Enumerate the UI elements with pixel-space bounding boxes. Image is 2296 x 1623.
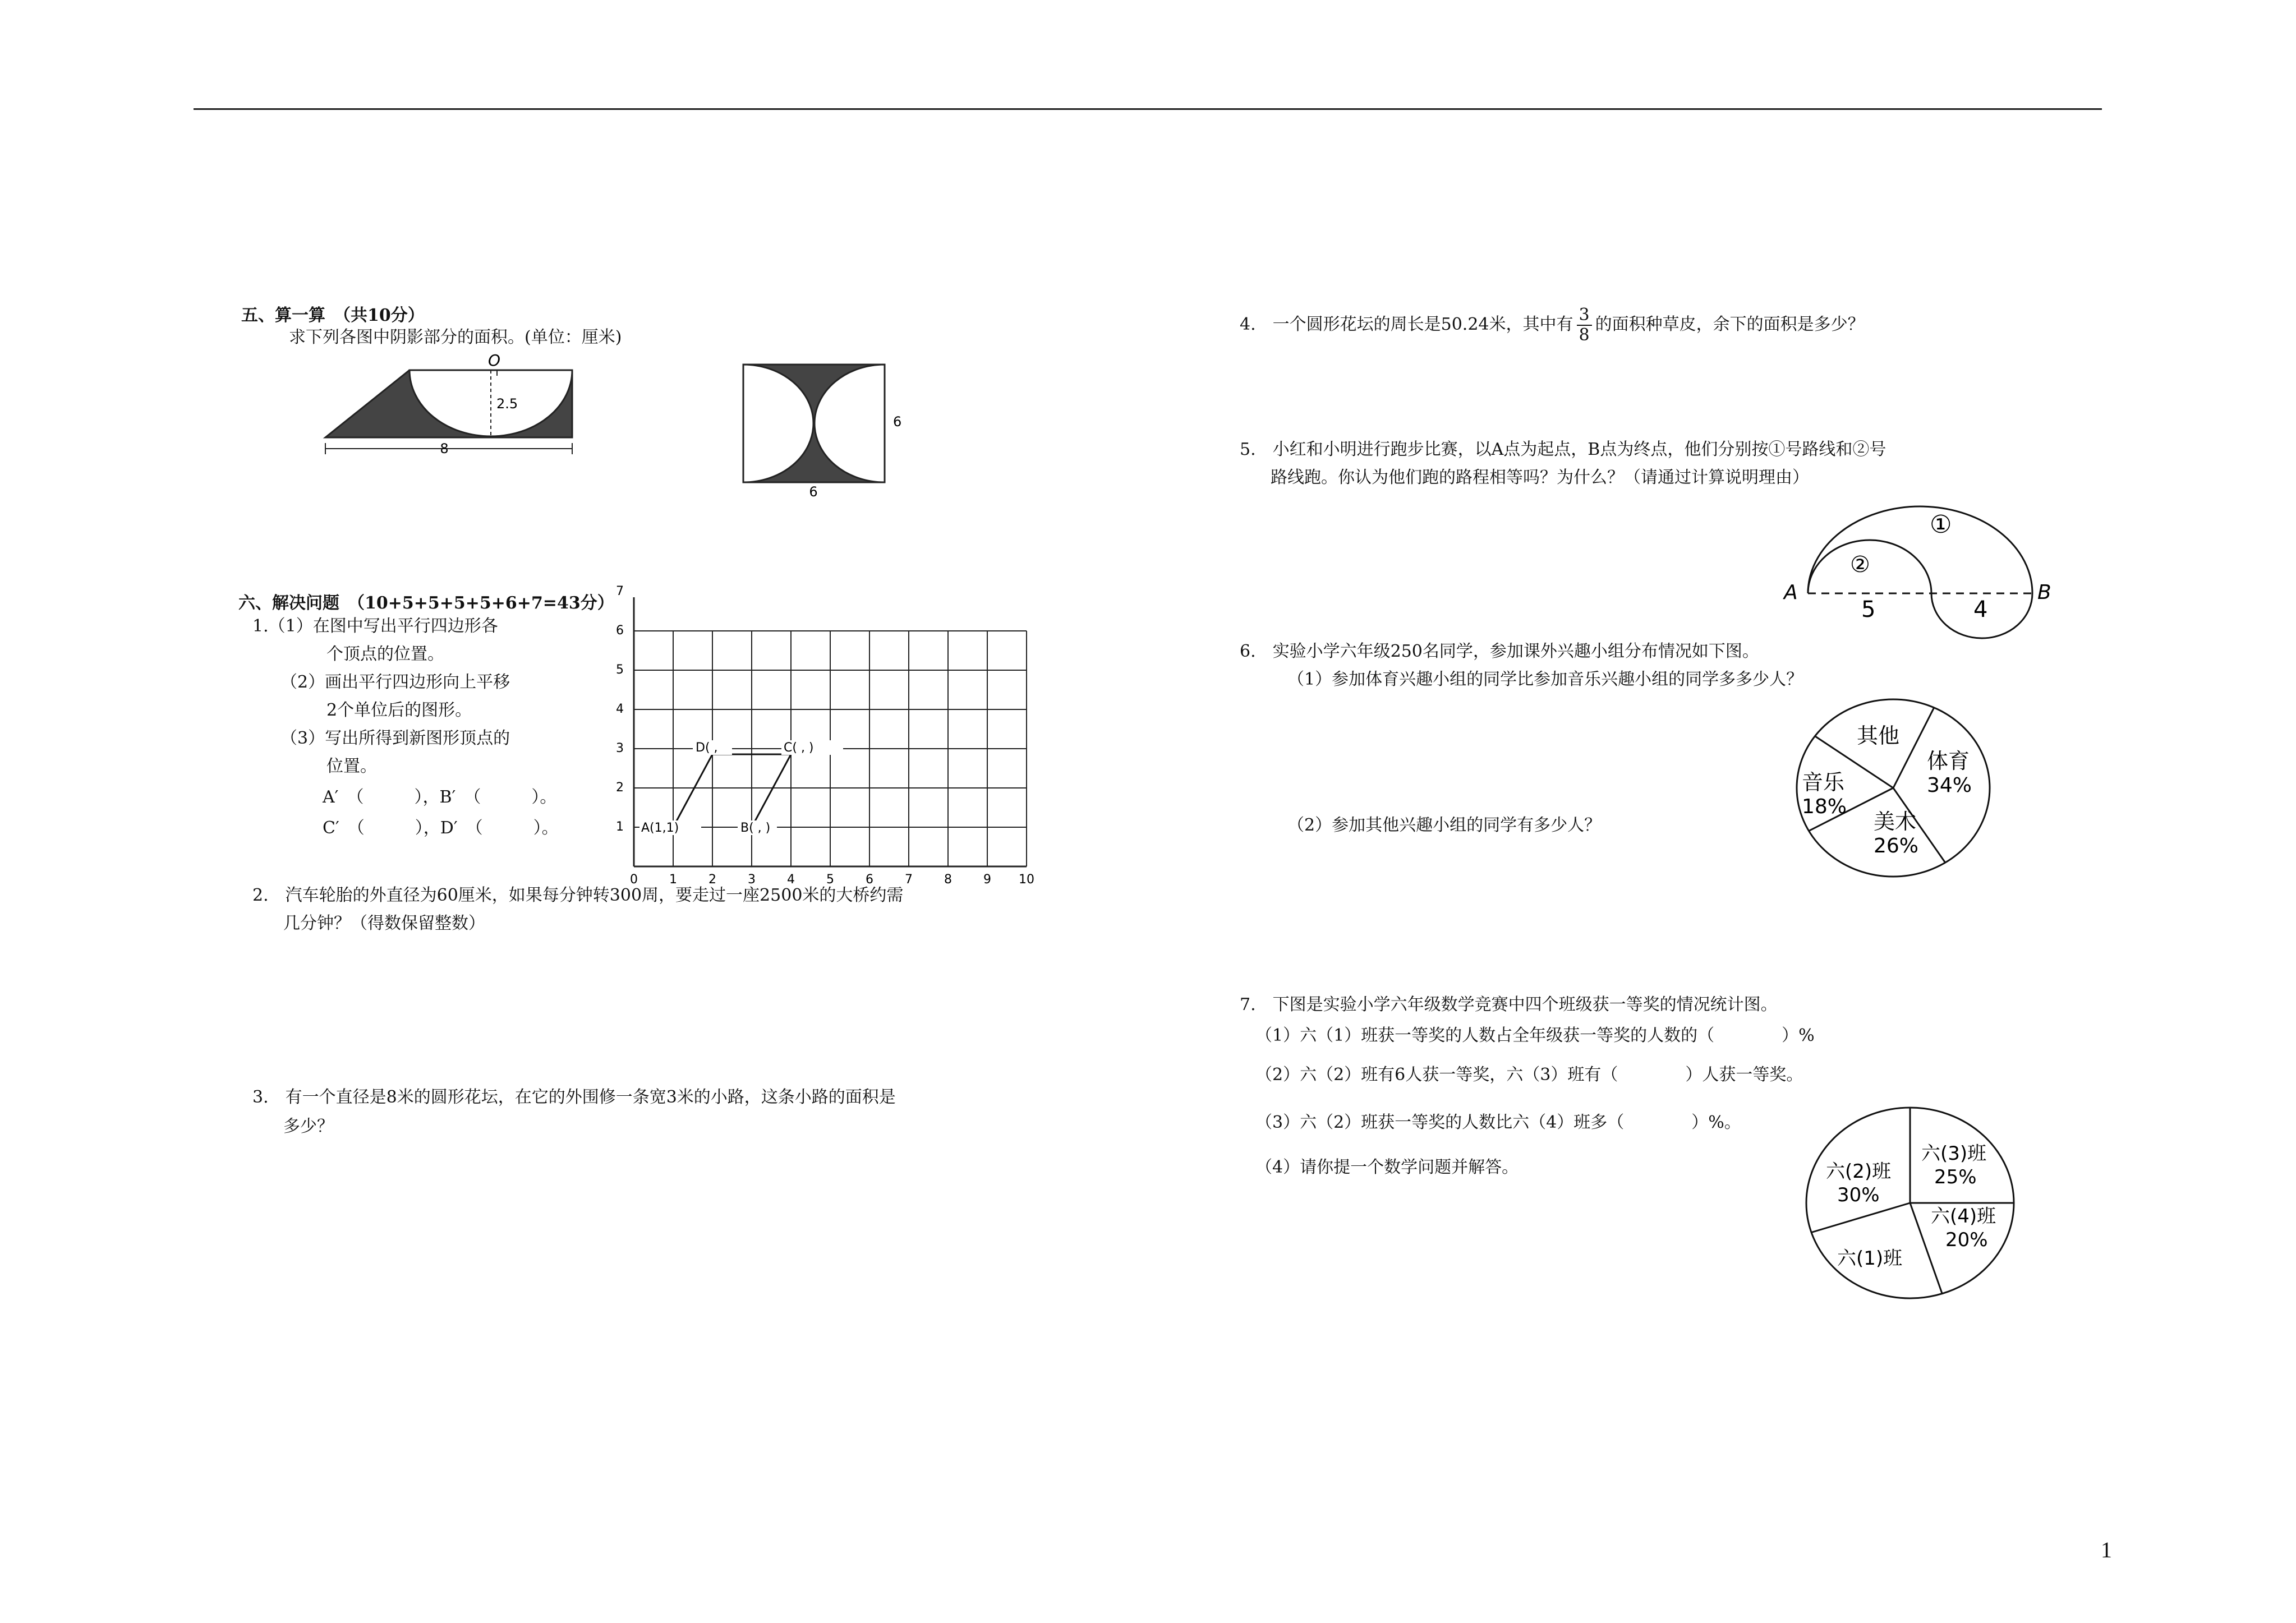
- y-tick-label: 6: [616, 624, 624, 638]
- section5-heading: 五、算一算 （共10分）: [241, 306, 425, 325]
- q2-line1: 2. 汽车轮胎的外直径为60厘米，如果每分钟转300周，要走过一座2500米的大桥约需: [252, 886, 904, 905]
- q1-line6: 位置。: [326, 757, 377, 776]
- q7-part1: （1）六（1）班获一等奖的人数占全年级获一等奖的人数的（ ）%: [1255, 1026, 1815, 1045]
- q1-line3: （2）画出平行四边形向上平移: [280, 672, 510, 692]
- q5-line2: 路线跑。你认为他们跑的路程相等吗？为什么？（请通过计算说明理由）: [1271, 468, 1809, 487]
- section5-instruction: 求下列各图中阴影部分的面积。(单位：厘米): [289, 328, 622, 347]
- q7-part2: （2）六（2）班有6人获一等奖，六（3）班有（ ）人获一等奖。: [1255, 1065, 1803, 1085]
- pie2-value-class4: 20%: [1945, 1229, 1988, 1251]
- q7-part3: （3）六（2）班获一等奖的人数比六（4）班多（ ）%。: [1255, 1113, 1741, 1132]
- route-point-b: B: [2037, 581, 2051, 604]
- pie2-label-class3: 六(3)班: [1921, 1142, 1987, 1165]
- q7-part4: （4）请你提一个数学问题并解答。: [1255, 1158, 1519, 1177]
- q4-before: 4. 一个圆形花坛的周长是50.24米，其中有: [1240, 315, 1573, 334]
- pie1-value-art: 26%: [1874, 834, 1919, 857]
- x-tick-label: 4: [787, 873, 795, 887]
- x-tick-label: 5: [826, 873, 834, 887]
- pie2-label-class4: 六(4)班: [1931, 1205, 1996, 1228]
- q7-line1: 7. 下图是实验小学六年级数学竞赛中四个班级获一等奖的情况统计图。: [1240, 995, 1778, 1015]
- figure-square-two-semicircles: [735, 359, 920, 499]
- route-1-label: ①: [1930, 510, 1952, 539]
- y-tick-label: 2: [616, 781, 624, 795]
- fig1-base: 8: [440, 441, 449, 457]
- point-a-label: A(1,1): [641, 821, 679, 835]
- x-tick-label: 9: [983, 873, 991, 887]
- q1-line4: 2个单位后的图形。: [326, 700, 472, 720]
- fig1-radius: 2.5: [496, 396, 518, 412]
- x-tick-label: 0: [630, 873, 638, 887]
- pie1-label-other: 其他: [1857, 723, 1900, 748]
- q3-line1: 3. 有一个直径是8米的圆形花坛，在它的外围修一条宽3米的小路，这条小路的面积是: [252, 1087, 896, 1107]
- q3-line2: 多少？: [283, 1117, 334, 1136]
- x-tick-label: 8: [944, 873, 952, 887]
- pie1-label-music: 音乐: [1802, 770, 1845, 795]
- pie2-value-class3: 25%: [1934, 1166, 1977, 1188]
- fig1-label-o: O: [488, 351, 501, 370]
- fig2-side-right: 6: [893, 414, 902, 430]
- x-tick-label: 2: [708, 873, 716, 887]
- q5-line1: 5. 小红和小明进行跑步比赛，以A点为起点，B点为终点，他们分别按①号路线和②号: [1240, 440, 1887, 459]
- pie-chart-class-awards: [1801, 1105, 2025, 1310]
- route-2-label: ②: [1850, 552, 1870, 578]
- top-rule: [194, 108, 2102, 110]
- q4-frac-num: 3: [1577, 306, 1592, 326]
- running-route-figure: [1778, 488, 2064, 637]
- y-tick-label: 1: [616, 820, 624, 834]
- pie1-label-sports: 体育: [1927, 749, 1970, 773]
- pie-chart-interest-groups: [1789, 695, 2003, 886]
- q4-after: 的面积种草皮，余下的面积是多少？: [1595, 315, 1865, 334]
- q1-line5: （3）写出所得到新图形顶点的: [280, 728, 510, 748]
- point-c-label: C( , ): [784, 741, 814, 755]
- y-tick-label: 7: [616, 584, 624, 598]
- q1-line2: 个顶点的位置。: [326, 644, 444, 664]
- section6-heading: 六、解决问题 （10+5+5+5+5+6+7=43分）: [238, 593, 614, 613]
- q1-line8: C′ （ ），D′ （ ）。: [323, 818, 559, 838]
- route-distance-4: 4: [1973, 597, 1988, 623]
- x-tick-label: 3: [748, 873, 756, 887]
- page-number: 1: [2101, 1537, 2112, 1562]
- pie2-label-class1: 六(1)班: [1837, 1247, 1903, 1270]
- x-tick-label: 10: [1019, 873, 1034, 887]
- coordinate-grid: [603, 584, 1041, 887]
- pie1-value-music: 18%: [1802, 795, 1847, 818]
- q6-line1: 6. 实验小学六年级250名同学，参加课外兴趣小组分布情况如下图。: [1240, 642, 1759, 661]
- q6-part1: （1）参加体育兴趣小组的同学比参加音乐兴趣小组的同学多多少人？: [1287, 670, 1803, 689]
- pie1-value-sports: 34%: [1927, 774, 1972, 797]
- pie2-label-class2: 六(2)班: [1826, 1160, 1892, 1183]
- pie2-value-class2: 30%: [1837, 1184, 1880, 1206]
- y-tick-label: 4: [616, 702, 624, 716]
- q1-line1: 1.（1）在图中写出平行四边形各: [252, 616, 498, 636]
- point-b-label: B( , ): [740, 821, 771, 835]
- y-tick-label: 3: [616, 741, 624, 755]
- pie1-label-art: 美术: [1874, 809, 1917, 834]
- x-tick-label: 1: [669, 873, 677, 887]
- q4-fraction: [1577, 306, 1592, 345]
- route-distance-5: 5: [1861, 597, 1876, 623]
- q4-text: [1240, 306, 1865, 345]
- q1-line7: A′ （ ），B′ （ ）。: [323, 787, 557, 807]
- point-d-label: D( ,: [696, 741, 718, 755]
- y-tick-label: 5: [616, 663, 624, 677]
- fig2-side-bottom: 6: [809, 484, 818, 500]
- route-point-a: A: [1784, 581, 1798, 604]
- q2-line2: 几分钟？（得数保留整数）: [283, 914, 485, 933]
- q6-part2: （2）参加其他兴趣小组的同学有多少人？: [1287, 815, 1602, 835]
- x-tick-label: 7: [905, 873, 913, 887]
- x-tick-label: 6: [866, 873, 873, 887]
- q4-frac-den: 8: [1579, 325, 1590, 345]
- figure-trapezoid-semicircle: [314, 348, 589, 460]
